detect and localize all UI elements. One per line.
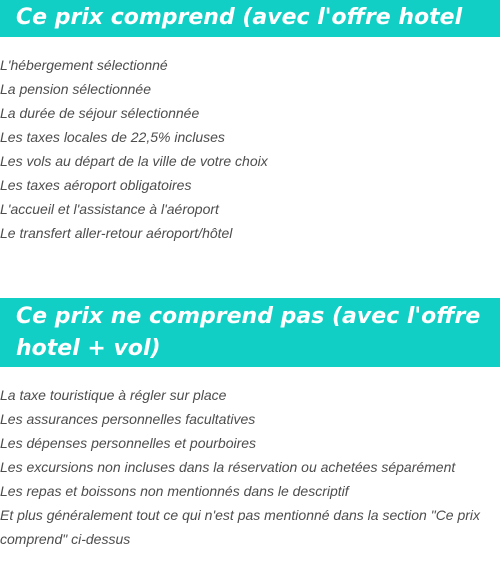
list-item: Les taxes aéroport obligatoires [0,177,192,193]
excluded-section [0,298,500,551]
list-item: Et plus généralement tout ce qui n'est pas mentionné dans la section "Ce prix comprend" ci-dessus [0,507,481,547]
list-item: La durée de séjour sélectionnée [0,105,200,121]
list-item: Les repas et boissons non mentionnés dans le descriptif [0,483,349,499]
list-item: La taxe touristique à régler sur place [0,387,227,403]
excluded-list [0,383,500,551]
included-section [0,0,500,245]
list-item: Les assurances personnelles facultatives [0,411,256,427]
list-item: L'hébergement sélectionné [0,57,168,73]
list-item: Le transfert aller-retour aéroport/hôtel [0,225,233,241]
list-item: Les dépenses personnelles et pourboires [0,435,257,451]
list-item: Les taxes locales de 22,5% incluses [0,129,225,145]
included-list [0,53,500,245]
list-item: Les vols au départ de la ville de votre choix [0,153,268,169]
list-item: Les excursions non incluses dans la réservation ou achetées séparément [0,459,456,475]
list-item: L'accueil et l'assistance à l'aéroport [0,201,219,217]
included-heading: Ce prix comprend (avec l'offre hotel + vol) [0,0,500,37]
excluded-heading: Ce prix ne comprend pas (avec l'offre hotel + vol) [0,298,500,367]
list-item: La pension sélectionnée [0,81,152,97]
